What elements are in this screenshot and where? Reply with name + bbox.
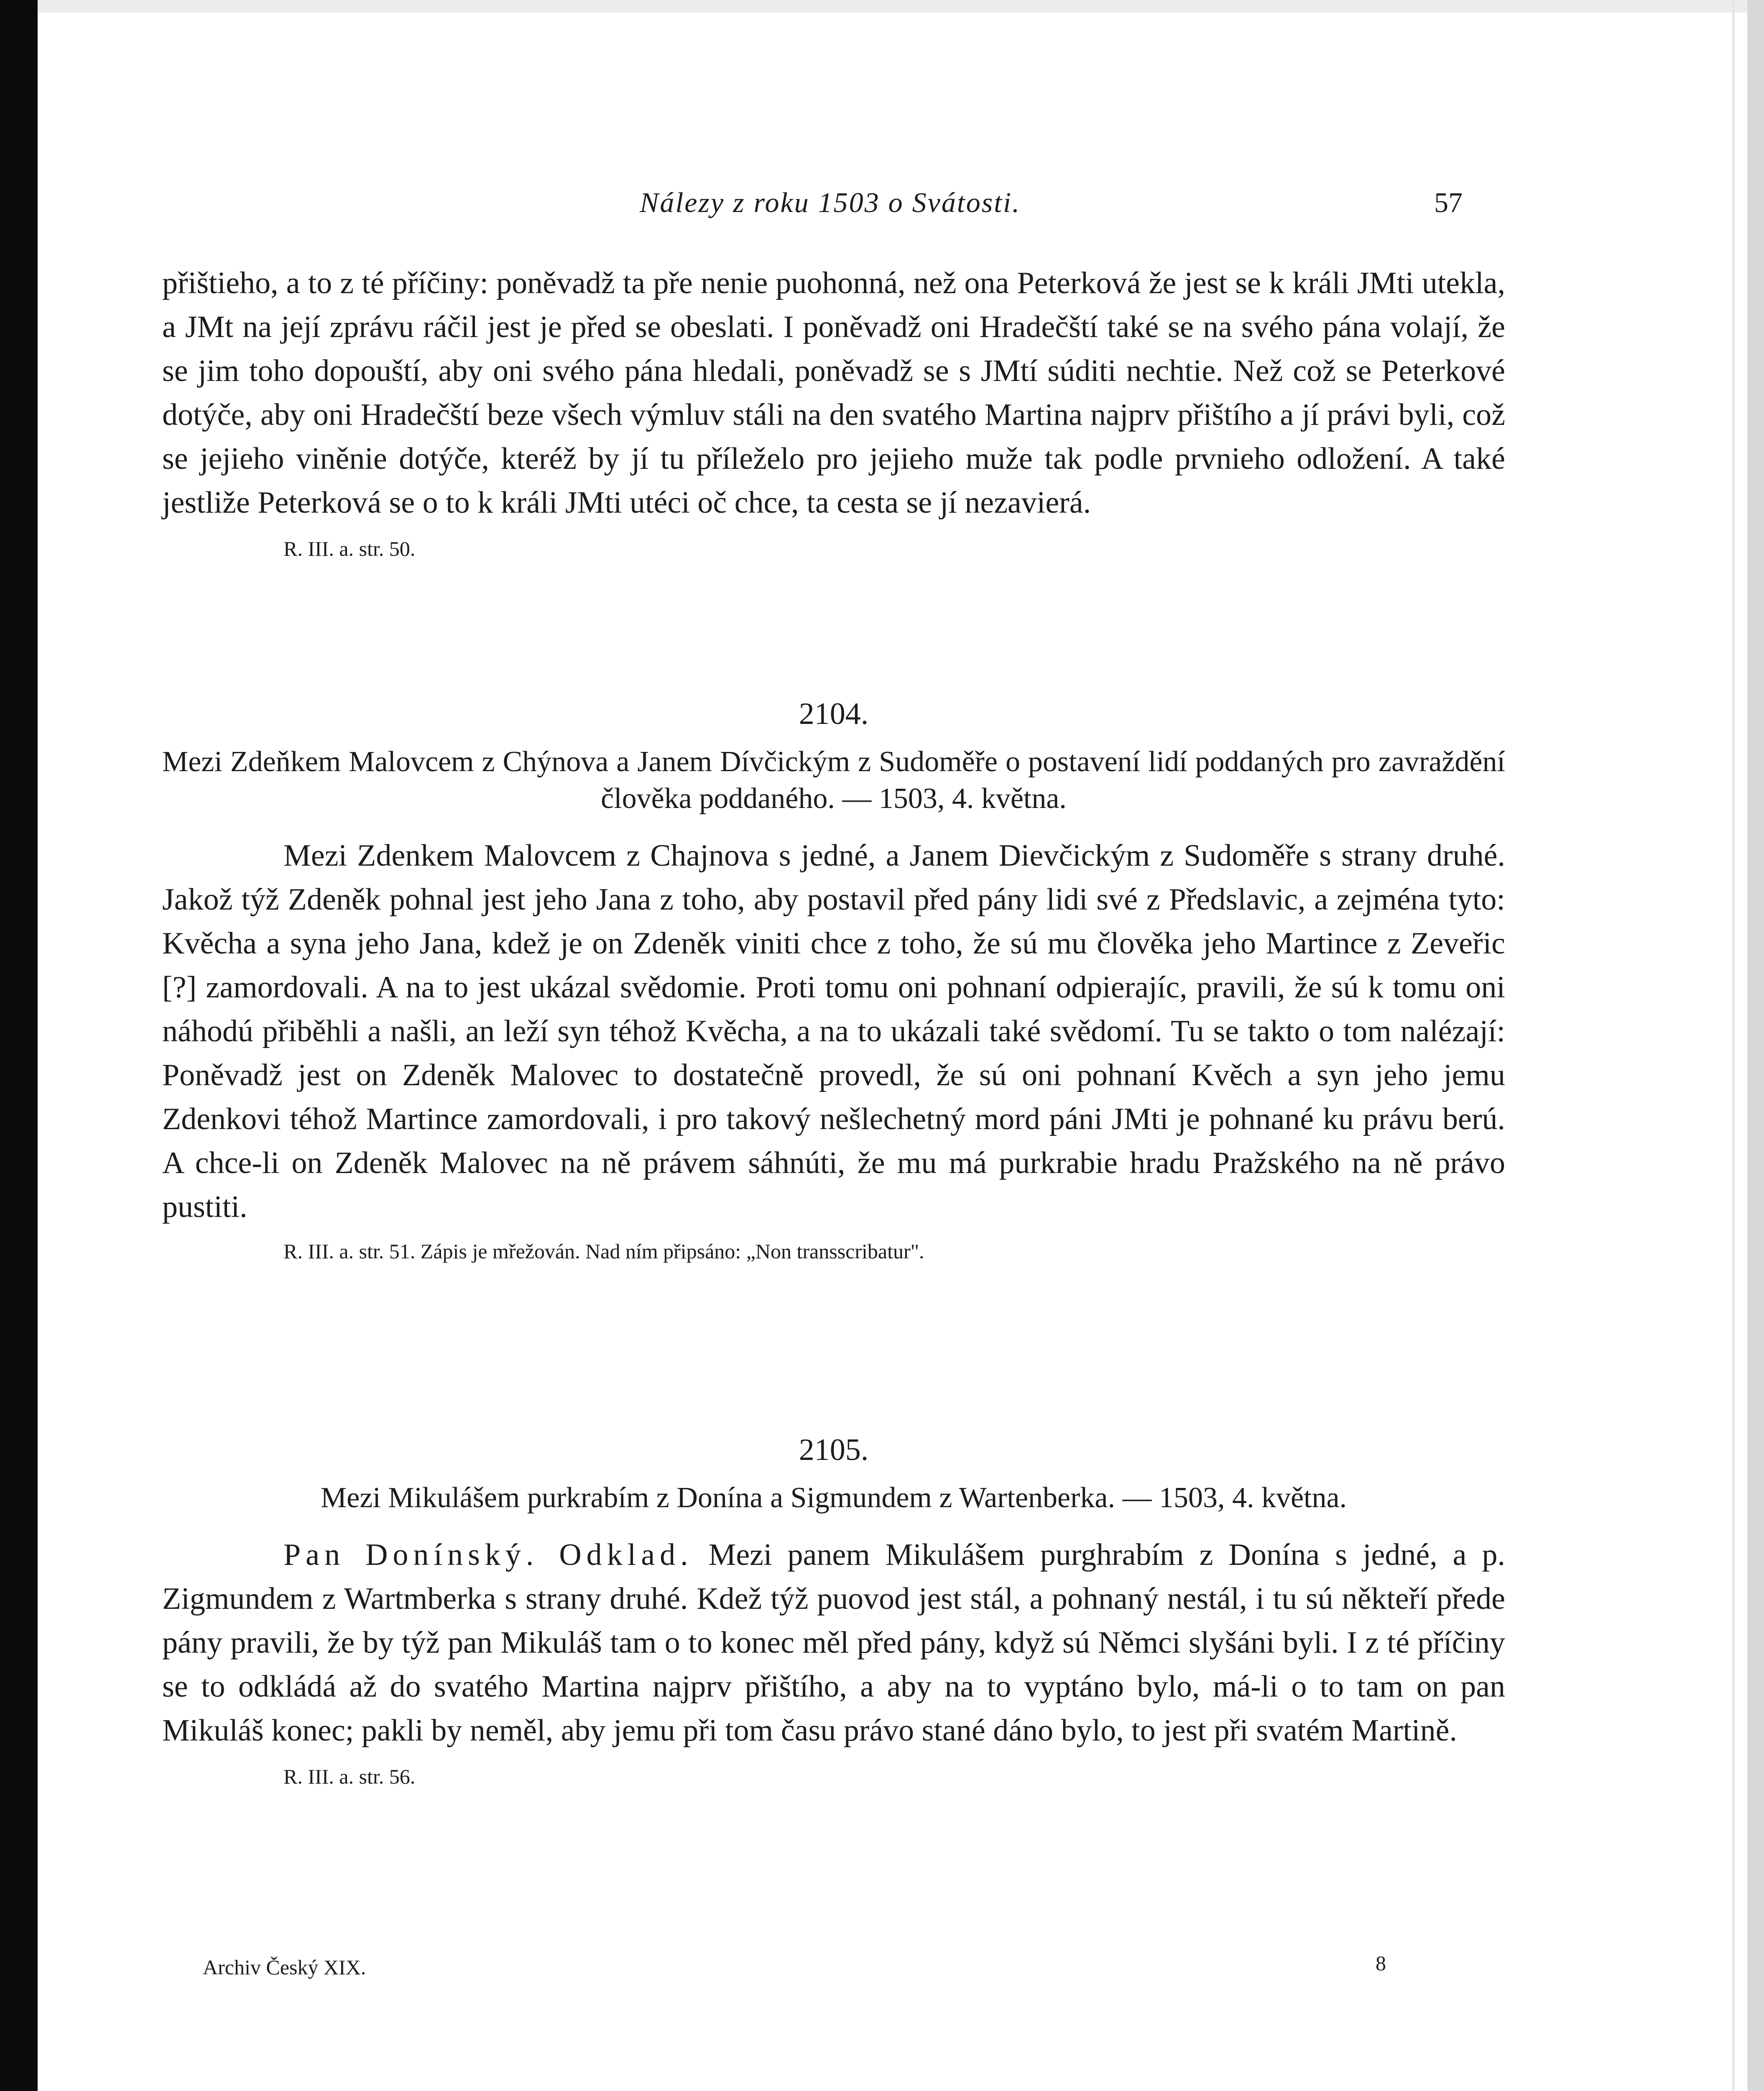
entry-number: 2105. — [799, 1433, 869, 1467]
entry-summary: Mezi Mikulášem purkrabím z Donína a Sigmundem z Wartenberka. — 1503, 4. května. — [320, 1482, 1347, 1514]
entry-summary: Mezi Zdeňkem Malovcem z Chýnova a Janem Dívčickým z Sudoměře o postavení lidí poddaných pro zavraždění člověka poddaného. — 1503, 4. května. — [162, 746, 1505, 815]
entry-number: 2104. — [799, 697, 869, 731]
continuation-text: přištieho, a to z té příčiny: poněvadž ta pře nenie puohonná, než ona Peterková že jest se k králi JMti utekla, a JMt na její zprávu ráčil jest je před se obeslati. I poněvadž oni Hradečští také se na svého pána volají, že se jim toho dopouští, aby oni svého pána hledali, poněvadž se s JMtí súditi nechtie. Než což se Peterkové dotýče, aby oni Hradečští beze všech výmluv stáli na den svatého Martina najprv přištího a jí právi byli, což se jejieho viněnie dotýče, kteréž by jí tu příleželo pro jejieho muže tak podle prvnieho odložení. A také jestliže Peterková se o to k králi JMti utéci oč chce, ta cesta se jí nezavierá. — [162, 266, 1505, 520]
scan-left-edge — [0, 0, 38, 2091]
footer-sheet-number: 8 — [1376, 1951, 1386, 1975]
entry-2104 — [162, 696, 1505, 1266]
entry-lead: Pan Donínský. Odklad. — [283, 1538, 693, 1572]
entry-body: Mezi panem Mikulášem purghrabím z Donína s jedné, a p. Zigmundem z Wartmberka s strany druhé. Kdež týž puovod jest stál, a pohnaný nestál, i tu sú někteří přede pány pravili, že by týž pan Mikuláš tam o to konec měl před pány, když sú Němci slyšáni byli. I z té příčiny se to odkládá až do svatého Martina najprv přištího, a aby na to vyptáno bylo, má-li o to tam on pan Mikuláš konec; pakli by neměl, aby jemu při tom času právo stané dáno bylo, to jest při svatém Martině. — [162, 1538, 1505, 1748]
scan-right-edge — [1747, 0, 1764, 2091]
book-page — [38, 0, 1747, 2091]
page-number: 57 — [1434, 187, 1463, 218]
entry-text — [162, 1533, 1505, 1753]
continuation-reference: R. III. a. str. 50. — [283, 537, 416, 560]
continuation-block — [162, 261, 1505, 563]
running-title: Nálezy z roku 1503 o Svátosti. — [640, 187, 1021, 218]
entry-reference: R. III. a. str. 51. Zápis je mřežován. Nad ním připsáno: „Non transscribatur". — [283, 1240, 924, 1263]
footer-signature: Archiv Český XIX. — [203, 1956, 366, 1979]
entry-text: Mezi Zdenkem Malovcem z Chajnova s jedné, a Janem Dievčickým z Sudoměře s strany druhé. Jakož týž Zdeněk pohnal jest jeho Jana z toho, aby postavil před pány lidi své z Předslavic, a zejména tyto: Kvěcha a syna jeho Jana, kdež je on Zdeněk viniti chce z toho, že sú mu člověka jeho Martince z Zeveřic [?] zamordovali. A na to jest ukázal svědomie. Proti tomu oni pohnaní odpierajíc, pravili, že sú k tomu oni náhodú přiběhli a našli, an leží syn téhož Kvěcha, a na to ukázali také svědomí. Tu se takto o tom nalézají: Poněvadž jest on Zdeněk Malovec to dostatečně provedl, že sú oni pohnaní Kvěch a syn jeho jemu Zdenkovi téhož Martince zamordovali, i pro takový nešlechetný mord páni JMti je pohnané ku právu berú. A chce-li on Zdeněk Malovec na ně právem sáhnúti, že mu má purkrabie hradu Pražského na ně právo pustiti. — [162, 838, 1505, 1224]
entry-2105 — [162, 1432, 1505, 1791]
entry-reference: R. III. a. str. 56. — [283, 1765, 416, 1788]
